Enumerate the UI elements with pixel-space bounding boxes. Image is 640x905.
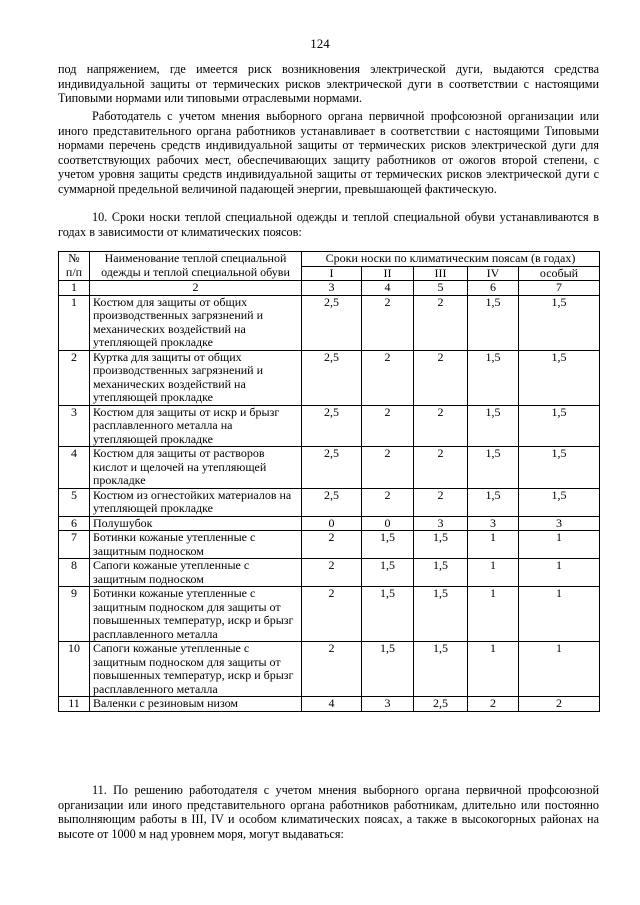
row-number: 7 (59, 531, 90, 559)
term-value: 2,5 (302, 447, 362, 489)
term-value: 1,5 (362, 642, 414, 697)
term-value: 1 (519, 587, 600, 642)
term-value: 2 (362, 405, 414, 447)
paragraph-1-text: под напряжением, где имеется риск возникновения электрической дуги, выдаются средства индивидуальной защиты от термических рисков электрической дуги в соответствии с настоящими Типовыми нормами или типовыми отраслевыми нормами. (58, 62, 599, 106)
zone-header: особый (519, 266, 600, 281)
term-value: 1,5 (519, 488, 600, 516)
term-value: 2 (414, 405, 468, 447)
item-name: Ботинки кожаные утепленные с защитным подноском (90, 531, 302, 559)
paragraph-3 (58, 210, 599, 239)
term-value: 1,5 (414, 642, 468, 697)
wear-terms-table (58, 251, 600, 712)
term-value: 1,5 (362, 559, 414, 587)
term-value: 1 (519, 642, 600, 697)
term-value: 1 (519, 559, 600, 587)
column-number: 3 (302, 281, 362, 296)
row-number: 10 (59, 642, 90, 697)
item-name: Полушубок (90, 516, 302, 531)
term-value: 1,5 (414, 587, 468, 642)
term-value: 1,5 (519, 447, 600, 489)
table-header-row (59, 252, 600, 267)
term-value: 1 (468, 587, 519, 642)
term-value: 2,5 (302, 488, 362, 516)
term-value: 2 (468, 697, 519, 712)
term-value: 2,5 (302, 405, 362, 447)
term-value: 2 (362, 295, 414, 350)
term-value: 1,5 (519, 295, 600, 350)
term-value: 2 (362, 447, 414, 489)
term-value: 1 (519, 531, 600, 559)
term-value: 2 (414, 350, 468, 405)
row-number: 9 (59, 587, 90, 642)
term-value: 2 (362, 350, 414, 405)
term-value: 4 (302, 697, 362, 712)
row-number: 5 (59, 488, 90, 516)
term-value: 1 (468, 642, 519, 697)
term-value: 2 (302, 559, 362, 587)
zone-header: III (414, 266, 468, 281)
term-value: 1,5 (519, 405, 600, 447)
term-value: 1 (468, 531, 519, 559)
column-number: 1 (59, 281, 90, 296)
table-row (59, 531, 600, 559)
term-value: 2,5 (302, 295, 362, 350)
table-row (59, 642, 600, 697)
column-number: 5 (414, 281, 468, 296)
term-value: 3 (519, 516, 600, 531)
term-value: 2 (302, 531, 362, 559)
header-terms: Сроки носки по климатическим поясам (в годах) (302, 252, 600, 267)
table-row (59, 516, 600, 531)
paragraph-1 (58, 62, 599, 106)
item-name: Костюм для защиты от искр и брызг расплавленного металла на утепляющей прокладке (90, 405, 302, 447)
term-value: 2,5 (414, 697, 468, 712)
term-value: 3 (362, 697, 414, 712)
term-value: 2 (414, 447, 468, 489)
item-name: Костюм для защиты от растворов кислот и щелочей на утепляющей прокладке (90, 447, 302, 489)
zone-header: IV (468, 266, 519, 281)
term-value: 2 (302, 642, 362, 697)
term-value: 1,5 (519, 350, 600, 405)
table-row (59, 295, 600, 350)
header-num: № п/п (59, 252, 90, 281)
term-value: 0 (362, 516, 414, 531)
column-number: 6 (468, 281, 519, 296)
row-number: 4 (59, 447, 90, 489)
item-name: Валенки с резиновым низом (90, 697, 302, 712)
term-value: 1,5 (468, 447, 519, 489)
row-number: 3 (59, 405, 90, 447)
term-value: 2 (519, 697, 600, 712)
term-value: 2 (362, 488, 414, 516)
term-value: 1,5 (468, 350, 519, 405)
table-row (59, 350, 600, 405)
item-name: Куртка для защиты от общих производственных загрязнений и механических воздействий на утепляющей прокладке (90, 350, 302, 405)
header-name: Наименование теплой специальной одежды и теплой специальной обуви (90, 252, 302, 281)
table-row (59, 697, 600, 712)
term-value: 3 (414, 516, 468, 531)
paragraph-2-text: Работодатель с учетом мнения выборного органа первичной профсоюзной организации или иного представительного органа работников устанавливает в соответствии с настоящими Типовыми нормами перечень средств индивидуальной защиты от термических рисков электрической дуги для соответствующих рабочих мест, обеспечивающих защиту работников от ожогов второй степени, с учетом уровня защиты средств индивидуальной защиты от термических рисков электрической дуги с суммарной предельной величиной падающей энергии, превышающей фактическую. (58, 109, 599, 196)
item-name: Ботинки кожаные утепленные с защитным подноском для защиты от повышенных температур, искр и брызг расплавленного металла (90, 587, 302, 642)
term-value: 1,5 (468, 488, 519, 516)
term-value: 2 (414, 295, 468, 350)
row-number: 1 (59, 295, 90, 350)
term-value: 1,5 (414, 531, 468, 559)
zone-header: II (362, 266, 414, 281)
zone-header: I (302, 266, 362, 281)
term-value: 1,5 (414, 559, 468, 587)
term-value: 1,5 (362, 587, 414, 642)
paragraph-4 (58, 783, 599, 841)
item-name: Костюм для защиты от общих производственных загрязнений и механических воздействий на утепляющей прокладке (90, 295, 302, 350)
term-value: 2 (414, 488, 468, 516)
paragraph-3-text: 10. Сроки носки теплой специальной одежды и теплой специальной обуви устанавливаются в годах в зависимости от климатических поясов: (58, 210, 599, 239)
item-name: Сапоги кожаные утепленные с защитным подноском для защиты от повышенных температур, искр и брызг расплавленного металла (90, 642, 302, 697)
table-row (59, 559, 600, 587)
row-number: 2 (59, 350, 90, 405)
term-value: 2 (302, 587, 362, 642)
item-name: Сапоги кожаные утепленные с защитным подноском (90, 559, 302, 587)
term-value: 3 (468, 516, 519, 531)
column-number: 4 (362, 281, 414, 296)
table-row (59, 447, 600, 489)
paragraph-4-text: 11. По решению работодателя с учетом мнения выборного органа первичной профсоюзной организации или иного представительного органа работников работникам, длительно или постоянно выполняющим работы в III, IV и особом климатических поясах, а также в высокогорных районах на высоте от 1000 м над уровнем моря, могут выдаваться: (58, 783, 599, 841)
item-name: Костюм из огнестойких материалов на утепляющей прокладке (90, 488, 302, 516)
page-number: 124 (310, 36, 330, 51)
table-row (59, 587, 600, 642)
column-number: 7 (519, 281, 600, 296)
term-value: 1,5 (362, 531, 414, 559)
term-value: 1,5 (468, 405, 519, 447)
table-row (59, 405, 600, 447)
term-value: 1 (468, 559, 519, 587)
paragraph-2 (58, 109, 599, 197)
term-value: 2,5 (302, 350, 362, 405)
column-numbers-row (59, 281, 600, 296)
row-number: 8 (59, 559, 90, 587)
table-row (59, 488, 600, 516)
term-value: 0 (302, 516, 362, 531)
row-number: 6 (59, 516, 90, 531)
row-number: 11 (59, 697, 90, 712)
column-number: 2 (90, 281, 302, 296)
term-value: 1,5 (468, 295, 519, 350)
